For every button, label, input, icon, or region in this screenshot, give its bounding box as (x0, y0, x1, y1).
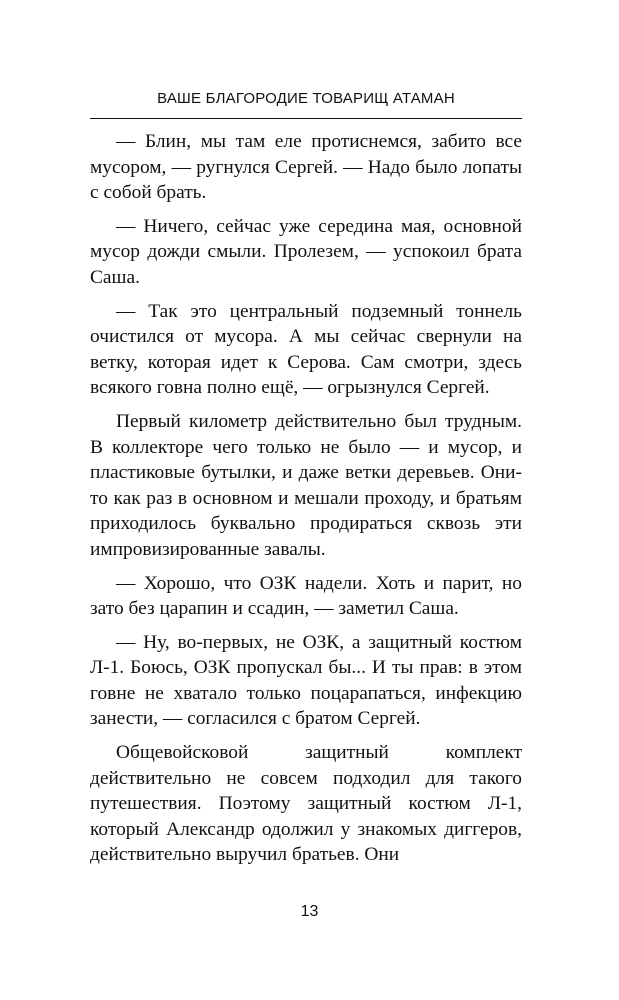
paragraph: — Ничего, сейчас уже середина мая, основной мусор дожди смыли. Пролезем, — успокоил брата Саша. (90, 215, 522, 288)
header-divider (90, 118, 522, 119)
paragraph: Первый километр действительно был трудным. В коллекторе чего только не было — и мусор, и пластиковые бутылки, и даже ветки деревьев. Они-то как раз в основном и мешали проходу, и братьям приходилось буквально продираться сквозь эти импровизированные завалы. (90, 410, 522, 560)
paragraph: — Ну, во-первых, не ОЗК, а защитный костюм Л-1. Боюсь, ОЗК пропускал бы... И ты прав: в этом говне не хватало только поцарапаться, инфекцию занести, — согласился с братом Сергей. (90, 631, 522, 730)
page-number: 13 (300, 903, 319, 920)
paragraph: Общевойсковой защитный комплект действительно не совсем подходил для такого путешествия. Поэтому защитный костюм Л-1, который Александр одолжил у знакомых диггеров, действительно выручил братьев. Они (90, 742, 522, 866)
running-header: ВАШЕ БЛАГОРОДИЕ ТОВАРИЩ АТАМАН (157, 90, 455, 107)
paragraph: — Так это центральный подземный тоннель очистился от мусора. А мы сейчас свернули на ветку, которая идет к Серова. Сам смотри, здесь всякого говна полно ещё, — огрызнулся Сергей. (90, 300, 522, 399)
body-text (90, 129, 522, 868)
paragraph: — Хорошо, что ОЗК надели. Хоть и парит, но зато без царапин и ссадин, — заметил Саша. (90, 572, 522, 620)
paragraph: — Блин, мы там еле протиснемся, забито все мусором, — ругнулся Сергей. — Надо было лопаты с собой брать. (90, 131, 522, 204)
